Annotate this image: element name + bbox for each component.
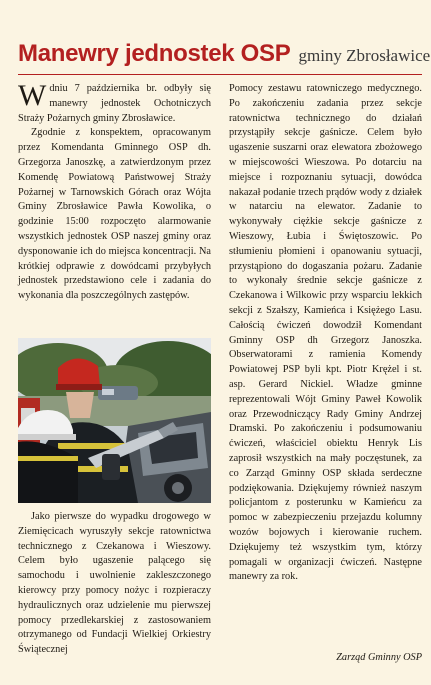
right-column — [229, 82, 422, 585]
title-rule — [18, 74, 422, 75]
paragraph-1 — [18, 79, 211, 126]
article-title — [18, 40, 431, 68]
firefighters-photo-image — [18, 338, 211, 503]
paragraph-3: Jako pierwsze do wypadku drogowego w Ziemięcicach wyruszyły sekcje ratownictwa technicznego z Czekanowa i Wieszowy. Celem było ugaszenie palącego się samochodu i uwolnienie zakleszczonego kierowcy przy pomocy nożyc i rozpieraczy hydraulicznych oraz udzielenie mu pierwszej pomocy przedlekarskiej z zastosowaniem otrzymanego od Fundacji Wielkiej Orkiestry Świątecznej — [18, 511, 211, 656]
article-title-main: Manewry jednostek OSP — [18, 40, 291, 67]
left-column-top — [18, 79, 211, 304]
paragraph-1-text: dniu 7 października br. odbyły się manewry jednostek Ochotniczych Straży Pożarnych gminy Zbrosławice. — [18, 83, 211, 124]
firefighters-photo — [18, 338, 211, 503]
paragraph-2: Zgodnie z konspektem, opracowanym przez Komendanta Gminnego OSP dh. Grzegorza Janoszkę, a zatwierdzonym przez Komendę Powiatową Państwowej Straży Pożarnej w Tarnowskich Górach oraz Wójta Gminy Zbrosławice Pawła Kowolika, o godzinie 15:00 rozpoczęto alarmowanie wszystkich jednostek OSP naszej gminy oraz dysponowanie ich do miejsca koncentracji. Na krótkiej odprawie z dowódcami przybyłych jednostek przedstawiono cele i zadania do wykonania dla poszczególnych zastępów. — [18, 127, 211, 302]
article-title-subtitle: gminy Zbrosławice — [298, 46, 431, 65]
article-signature: Zarząd Gminny OSP — [336, 652, 422, 663]
paragraph-4: Pomocy zestawu ratowniczego medycznego. Po zakończeniu zadania przez sekcje ratownictwa technicznego do działań przystąpiły sekcje gaśnicze. Celem było ugaszenie suszarni oraz elewatora zbożowego w miejscowości Wieszowa. Po dotarciu na miejsce i rozpoznaniu sytuacji, dowódca nakazał podanie trzech prądów wody z działek w natarciu na elewator. Zadanie to wykonywały ciężkie sekcje gaśnicze z Wieszowy, Łubia i Świętoszowic. Po stłumieniu płomieni i opanowaniu sytuacji, przystąpiono do dogaszania pożaru. Zadanie to wykonały średnie sekcje gaśnicze z Czekanowa i Wilkowic przy wsparciu lekkich sekcji z Szałszy, Kamieńca i Księżego Lasu. Całością ćwiczeń dowodził Komendant Gminny OSP dh Grzegorz Janoszka. Obserwatorami z ramienia Komendy Powiatowej PSP byli kpt. Piotr Krężel i st. asp. Gerard Nickiel. Władze gminne reprezentowali Wójt Gminy Paweł Kowolik oraz Przewodniczący Rady Gminy Andrzej Dramski. Po zakończeniu i podsumowaniu ćwiczeń, właściciel obiektu Henryk Lis zaprosił wszystkich na mały poczęstunek, za co Zarząd Gminny OSP składa serdeczne podziękowania. Dziękujemy również naszym policjantom z posterunku w Kamieńcu za pomoc w zabezpieczeniu przejazdu kolumny wozów bojowych i kierowanie ruchem. Dziękujemy też wszystkim tym, którzy pomagali w organizacji ćwiczeń. Następne manewry za rok. — [229, 83, 422, 583]
left-column-bottom — [18, 510, 211, 658]
drop-cap: W — [18, 79, 47, 112]
